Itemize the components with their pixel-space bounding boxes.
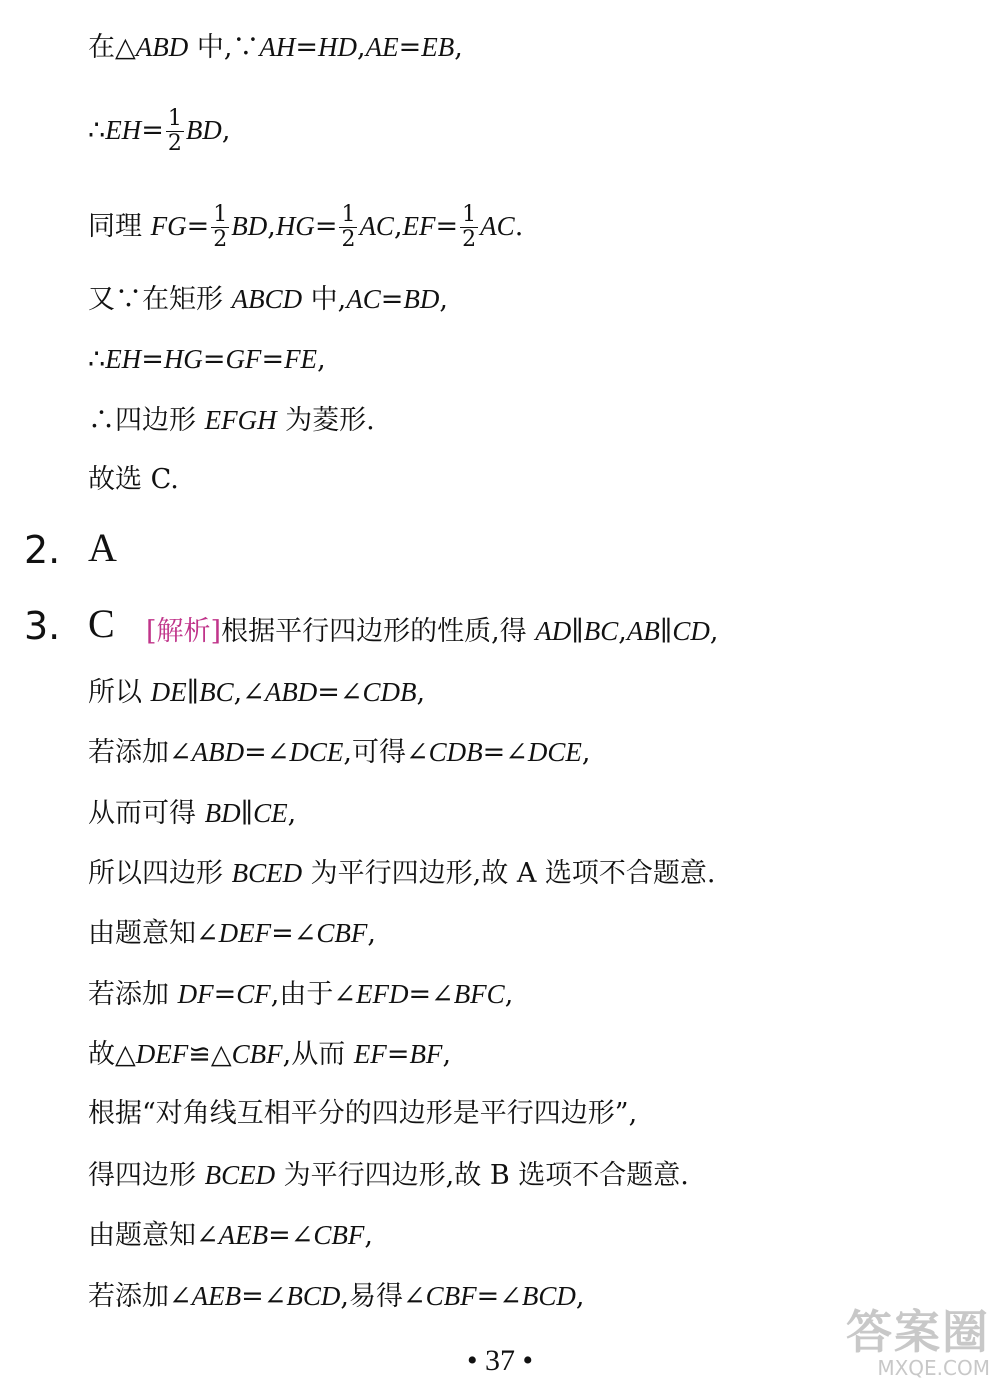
math-variable: CDB [428,737,483,767]
math-variable: EH [105,344,142,374]
solution-line-4: 又∵在矩形 ABCD 中,AC=BD, [88,284,448,315]
analysis-line-9: 根据“对角线互相平分的四边形是平行四边形”, [88,1098,638,1129]
math-variable: BFC [453,979,505,1009]
math-variable: DCE [289,737,344,767]
math-variable: BCD [286,1281,341,1311]
math-variable: ABD [191,737,245,767]
fraction-denominator: 2 [462,227,477,252]
analysis-line-1: [解析]根据平行四边形的性质,得 AD∥BC,AB∥CD, [146,616,719,647]
question-3-number: 3. [24,604,61,648]
math-variable: AC [346,284,381,314]
math-variable: BD [403,284,440,314]
math-variable: DEF [135,1039,189,1069]
math-variable: GF [225,344,262,374]
solution-line-7: 故选 C. [88,464,179,495]
analysis-line-10: 得四边形 BCED 为平行四边形,故 B 选项不合题意. [88,1160,689,1191]
fraction [166,107,184,156]
analysis-line-7: 若添加 DF=CF,由于∠EFD=∠BFC, [88,979,514,1010]
math-variable: BF [409,1039,443,1069]
analysis-line-2: 所以 DE∥BC,∠ABD=∠CDB, [88,677,426,708]
math-variable: CBF [231,1039,283,1069]
math-variable: DE [150,677,187,707]
math-variable: FG [150,211,187,241]
fraction-denominator: 2 [341,227,356,252]
question-2-answer: A [88,525,117,570]
math-variable: AH [259,32,296,62]
math-variable: CBF [316,918,368,948]
solution-line-1: 在△ABD 中,∵AH=HD,AE=EB, [88,32,463,63]
math-variable: CBF [313,1220,365,1250]
math-variable: BC [583,616,619,646]
math-variable: AC [359,211,394,241]
page-number: • 37 • [466,1344,533,1377]
fraction-numerator: 1 [341,202,356,227]
fraction-numerator: 1 [213,202,228,227]
math-variable: ABCD [231,284,303,314]
analysis-line-3: 若添加∠ABD=∠DCE,可得∠CDB=∠DCE, [88,737,591,768]
math-variable: FE [284,344,318,374]
math-variable: BCED [204,1160,276,1190]
math-variable: EFD [355,979,409,1009]
fraction [211,203,229,252]
question-3-answer: C [88,601,115,646]
analysis-line-5: 所以四边形 BCED 为平行四边形,故 A 选项不合题意. [88,858,716,889]
math-variable: CF [236,979,271,1009]
math-variable: ABD [264,677,318,707]
fraction [460,203,478,252]
math-variable: CE [253,798,288,828]
math-variable: EF [402,211,436,241]
math-variable: BCED [231,858,303,888]
math-variable: CDB [362,677,417,707]
math-variable: AC [480,211,515,241]
math-variable: EF [353,1039,387,1069]
math-variable: BC [199,677,234,707]
fraction [339,203,357,252]
math-variable: BD [204,798,241,828]
math-variable: AEB [191,1281,242,1311]
analysis-line-8: 故△DEF≌△CBF,从而 EF=BF, [88,1039,452,1070]
math-variable: BCD [521,1281,576,1311]
math-variable: BD [231,211,268,241]
solution-line-6: ∴四边形 EFGH 为菱形. [88,405,375,436]
fraction-numerator: 1 [167,106,182,131]
math-variable: ABD [135,32,189,62]
math-variable: CD [672,616,710,646]
fraction-denominator: 2 [213,227,228,252]
watermark-url: MXQE.COM [877,1356,990,1380]
fraction-denominator: 2 [167,131,182,156]
solution-line-2: ∴EH= $\frac{1}{2}$ BD, [88,106,231,156]
math-variable: HG [163,344,203,374]
analysis-tag: [解析] [146,616,222,647]
math-variable: AD [535,616,572,646]
fraction-numerator: 1 [462,202,477,227]
question-2-number: 2. [24,528,61,572]
watermark-title: 答案圈 [846,1305,990,1359]
analysis-line-6: 由题意知∠DEF=∠CBF, [88,918,376,949]
analysis-line-4: 从而可得 BD∥CE, [88,798,297,829]
analysis-line-12: 若添加∠AEB=∠BCD,易得∠CBF=∠BCD, [88,1281,585,1312]
math-variable: AEB [218,1220,269,1250]
math-variable: EFGH [204,405,277,435]
math-variable: DEF [218,918,272,948]
solution-line-5: ∴EH=HG=GF=FE, [88,344,326,375]
watermark [846,1307,990,1379]
math-variable: DCE [527,737,582,767]
solution-line-3: 同理 FG= $\frac{1}{2}$ BD,HG= $\frac{1}{2}$ AC,EF= $\frac{1}{2}$ AC. [88,202,524,252]
math-variable: HG [275,211,315,241]
math-variable: BD [185,115,222,145]
math-variable: AE [365,32,399,62]
math-variable: AB [626,616,660,646]
analysis-line-11: 由题意知∠AEB=∠CBF, [88,1220,373,1251]
math-variable: EH [105,115,142,145]
math-variable: EB [421,32,455,62]
math-variable: HD [318,32,358,62]
math-variable: DF [177,979,214,1009]
math-variable: CBF [425,1281,477,1311]
